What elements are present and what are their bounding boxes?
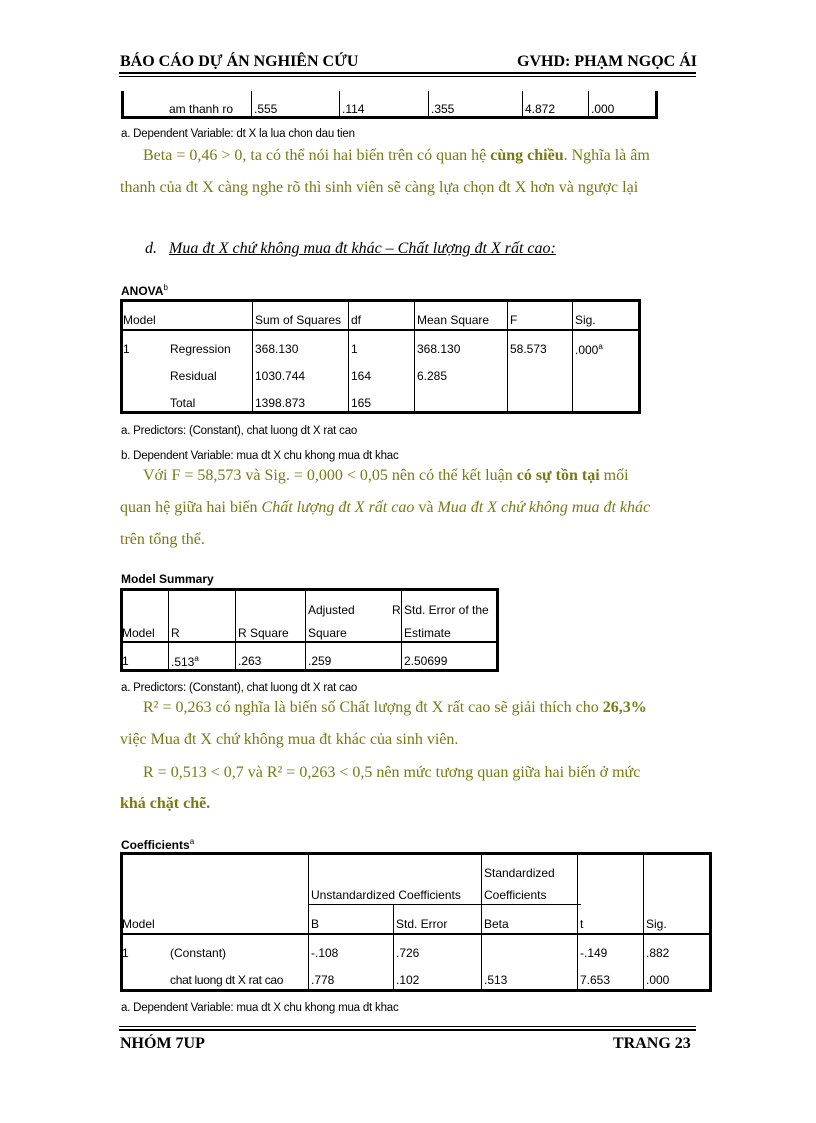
anova-r1-df: 1 — [351, 342, 358, 356]
summary-table — [120, 588, 499, 672]
coef-r2-name: chat luong dt X rat cao — [170, 973, 284, 987]
para-f-line3: trên tổng thể. — [120, 531, 205, 548]
coef-h-b: B — [311, 917, 320, 931]
para-f-line1: Với F = 58,573 và Sig. = 0,000 < 0,05 nên có thể kết luận có sự tồn tại mối — [143, 467, 629, 484]
coef-r2-b: .778 — [311, 973, 335, 987]
footer-page-number: TRANG 23 — [613, 1035, 691, 1052]
coef-r2-sig: .000 — [646, 973, 670, 987]
anova-r3-df: 165 — [351, 396, 372, 410]
coef-r2-se: .102 — [396, 973, 420, 987]
summary-r-r2: .263 — [238, 654, 262, 668]
footer-left: NHÓM 7UP — [120, 1035, 205, 1052]
coef-h-std1: Standardized — [484, 866, 555, 880]
top-row-sig: .000 — [591, 102, 615, 116]
anova-note-a: a. Predictors: (Constant), chat luong dt X rat cao — [121, 425, 358, 437]
anova-r2-name: Residual — [170, 369, 217, 383]
summary-r-model: 1 — [122, 654, 129, 668]
summary-h-model: Model — [122, 626, 155, 640]
anova-h-df: df — [351, 313, 362, 327]
summary-h-r2: R Square — [238, 626, 289, 640]
anova-r1-ss: 368.130 — [255, 342, 299, 356]
anova-r1-f: 58.573 — [510, 342, 547, 356]
top-row-t: 4.872 — [525, 102, 556, 116]
para-beta-line2: thanh của đt X càng nghe rõ thì sinh viên sẽ càng lựa chọn đt X hơn và ngược lại — [120, 179, 639, 196]
anova-r2-ss: 1030.744 — [255, 369, 306, 383]
anova-r3-name: Total — [170, 396, 196, 410]
header-left: BÁO CÁO DỰ ÁN NGHIÊN CỨU — [120, 53, 359, 70]
summary-h-se1: Std. Error of the — [404, 603, 489, 617]
anova-r1-ms: 368.130 — [417, 342, 461, 356]
coef-r1-model: 1 — [122, 946, 129, 960]
top-note: a. Dependent Variable: dt X la lua chon dau tien — [121, 128, 355, 140]
summary-h-se2: Estimate — [404, 626, 451, 640]
coef-h-beta: Beta — [484, 917, 509, 931]
coef-h-t: t — [580, 917, 584, 931]
coef-r1-name: (Constant) — [170, 946, 227, 960]
para-beta-line1: Beta = 0,46 > 0, ta có thể nói hai biến trên có quan hệ cùng chiều. Nghĩa là âm — [143, 147, 650, 164]
coef-caption: Coefficients$^a$ — [121, 837, 195, 852]
top-table — [121, 91, 658, 119]
anova-table — [120, 299, 641, 414]
coef-h-std2: Coefficients — [484, 888, 547, 902]
coef-r1-sig: .882 — [646, 946, 670, 960]
para-f-line2: quan hệ giữa hai biến Chất lượng đt X rất cao và Mua đt X chứ không mua đt khác — [120, 499, 651, 516]
summary-caption: Model Summary — [121, 572, 214, 586]
para-r2-line2: việc Mua đt X chứ không mua đt khác của sinh viên. — [120, 731, 459, 748]
anova-r2-ms: 6.285 — [417, 369, 448, 383]
summary-r-r: .513$^a$ — [171, 654, 199, 669]
coef-h-unstd: Unstandardized Coefficients — [311, 888, 461, 902]
anova-caption: ANOVA$^b$ — [121, 283, 168, 298]
top-row-label: am thanh ro — [169, 102, 234, 116]
footer-rule — [119, 1029, 696, 1031]
anova-h-model: Model — [123, 313, 156, 327]
coef-r1-t: -.149 — [580, 946, 608, 960]
coef-table — [120, 852, 712, 992]
header-rule — [119, 72, 696, 74]
anova-r1-model: 1 — [123, 342, 130, 356]
summary-h-adj-r: R — [392, 603, 401, 617]
coef-h-sig: Sig. — [646, 917, 667, 931]
footer-rule-thin — [119, 1026, 696, 1027]
anova-h-ss: Sum of Squares — [255, 313, 342, 327]
anova-r1-name: Regression — [170, 342, 231, 356]
header-right: GVHD: PHẠM NGỌC ÁI — [517, 53, 697, 70]
summary-h-r: R — [171, 626, 180, 640]
anova-h-sig: Sig. — [575, 313, 596, 327]
coef-note: a. Dependent Variable: mua dt X chu khong mua dt khac — [121, 1002, 399, 1014]
anova-r3-ss: 1398.873 — [255, 396, 306, 410]
header-rule-thin — [119, 76, 696, 77]
anova-h-ms: Mean Square — [417, 313, 490, 327]
summary-h-adj2: Square — [308, 626, 347, 640]
coef-h-model: Model — [122, 917, 155, 931]
summary-note: a. Predictors: (Constant), chat luong dt X rat cao — [121, 682, 358, 694]
summary-r-adj: .259 — [308, 654, 332, 668]
coef-r2-beta: .513 — [484, 973, 508, 987]
coef-r1-se: .726 — [396, 946, 420, 960]
para-r2-line4: khá chặt chẽ. — [120, 795, 211, 812]
coef-r1-b: -.108 — [311, 946, 339, 960]
para-r2-line1: R² = 0,263 có nghĩa là biến số Chất lượng đt X rất cao sẽ giải thích cho 26,3% — [143, 699, 647, 716]
anova-r2-df: 164 — [351, 369, 372, 383]
section-d-heading: d. Mua đt X chứ không mua đt khác – Chất lượng đt X rất cao: — [145, 240, 556, 257]
anova-note-b: b. Dependent Variable: mua dt X chu khong mua dt khac — [121, 450, 399, 462]
coef-r2-t: 7.653 — [580, 973, 611, 987]
para-r2-line3: R = 0,513 < 0,7 và R² = 0,263 < 0,5 nên mức tương quan giữa hai biến ở mức — [143, 764, 641, 781]
top-row-beta: .355 — [431, 102, 455, 116]
coef-h-se: Std. Error — [396, 917, 448, 931]
anova-r1-sig: .000$^a$ — [575, 342, 603, 357]
summary-h-adj1: Adjusted — [308, 603, 355, 617]
top-row-b: .555 — [254, 102, 278, 116]
anova-h-f: F — [510, 313, 518, 327]
top-row-se: .114 — [342, 102, 365, 116]
summary-r-se: 2.50699 — [404, 654, 448, 668]
